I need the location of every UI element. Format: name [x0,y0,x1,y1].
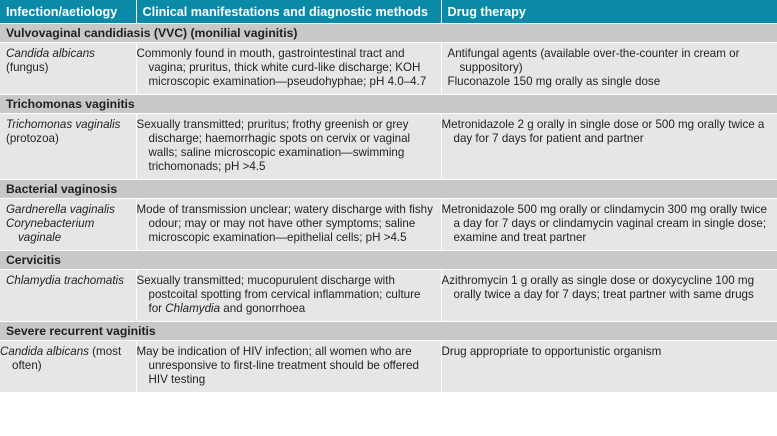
organism-name: Candida albicans [6,47,95,60]
organism-name: Candida albicans [0,345,89,358]
therapy-line: Antifungal agents (available over-the-counter in cream or suppository) [447,47,740,74]
table-row [0,341,777,393]
organism-cell [0,114,136,180]
organism-cell [0,270,136,322]
header-clinical: Clinical manifestations and diagnostic methods [136,0,441,24]
section-title: Cervicitis [0,251,777,270]
organism-name: Gardnerella vaginalis [6,203,115,216]
organism-name: Chlamydia trachomatis [6,274,124,287]
therapy-cell: Metronidazole 2 g orally in single dose or 500 mg orally twice a day for 7 days for patient and partner [441,114,777,180]
clinical-cell: Mode of transmission unclear; watery discharge with fishy odour; may or may not have other symptoms; saline microscopic examination—epithelial cells; pH >4.5 [136,199,441,251]
section-header-bacterial-vaginosis [0,180,777,199]
organism-note: (protozoa) [6,132,59,145]
organism-note: (most often) [12,345,122,372]
section-header-vvc [0,24,777,43]
clinical-italic-text: Chlamydia [165,302,221,315]
clinical-text: Sexually transmitted; mucopurulent discharge with postcoital spotting from cervical inflammation; culture for [136,274,421,315]
clinical-cell: Sexually transmitted; pruritus; frothy greenish or grey discharge; haemorrhagic spots on cervix or vaginal walls; saline microscopic examination—swimming trichomonads; pH >4.5 [136,114,441,180]
section-header-trichomonas [0,95,777,114]
table-row [0,43,777,95]
section-title: Severe recurrent vaginitis [0,322,777,341]
header-row [0,0,777,24]
section-header-cervicitis [0,251,777,270]
section-title: Vulvovaginal candidiasis (VVC) (monilial vaginitis) [0,24,777,43]
organism-name: Trichomonas vaginalis [6,118,121,131]
clinical-cell: Commonly found in mouth, gastrointestinal tract and vagina; pruritus, thick white curd-like discharge; KOH microscopic examination—pseudohyphae; pH 4.0–4.7 [136,43,441,95]
table-row [0,114,777,180]
therapy-line: Fluconazole 150 mg orally as single dose [447,75,661,88]
therapy-cell: Drug appropriate to opportunistic organism [441,341,777,393]
clinical-cell: May be indication of HIV infection; all women who are unresponsive to first-line treatment should be offered HIV testing [136,341,441,393]
section-title: Bacterial vaginosis [0,180,777,199]
therapy-cell [441,43,777,95]
section-header-severe-recurrent [0,322,777,341]
section-title: Trichomonas vaginitis [0,95,777,114]
table-row [0,270,777,322]
table-row [0,199,777,251]
organism-cell [0,43,136,95]
organism-cell [0,199,136,251]
therapy-cell: Metronidazole 500 mg orally or clindamycin 300 mg orally twice a day for 7 days or clindamycin vaginal cream in single dose; examine and treat partner [441,199,777,251]
therapy-cell: Azithromycin 1 g orally as single dose or doxycycline 100 mg orally twice a day for 7 days; treat partner with same drugs [441,270,777,322]
clinical-text: and gonorrhoea [220,302,306,315]
header-infection: Infection/aetiology [0,0,136,24]
clinical-cell [136,270,441,322]
header-drug-therapy: Drug therapy [441,0,777,24]
organism-note: (fungus) [6,61,49,74]
organism-name: Corynebacterium vaginale [6,217,95,244]
organism-cell [0,341,136,393]
